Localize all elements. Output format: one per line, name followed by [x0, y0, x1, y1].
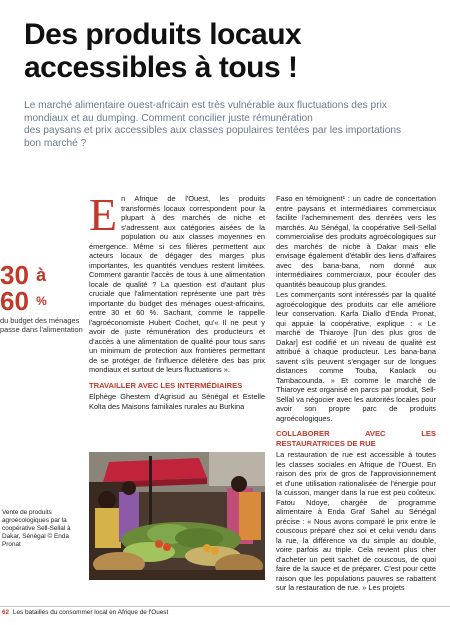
lede	[24, 100, 424, 150]
paragraph: n Afrique de l'Ouest, les produits transformés locaux correspondent pour la plupart à des marchés de niche et s'adressent aux catégories aisées de la population ou aux classes moyennes en émergence. Même si ces filières permettent aux acteurs locaux de dégager des marges plus importantes, les quantités vendues restent limitées. Comment garantir l'accès de tous à une alimentation locale de qualité ? La question est d'autant plus cruciale que l'alimentation représente une part très importante du budget des ménages ouest-africains, entre 30 et 60 %. Sachant, comme le rappelle l'agroéconomiste Hubert Cochet, qu'« Il ne peut y avoir de juste rémunération des producteurs et d'accès à une alimentation de qualité pour tous sans un minimum de protection aux frontières permettant de se protéger de l'influence délétère des bas prix mondiaux et surtout de leurs fluctuations ».	[89, 194, 265, 374]
footer-text: Les batailles du consommer local en Afrique de l'Ouest	[12, 609, 169, 616]
stat-number	[0, 262, 84, 314]
paragraph: Elphège Ghestem d'Agrisud au Sénégal et Estelle Kolta des Maisons familiales rurales au Burkina	[89, 392, 265, 411]
market-photo-illustration	[89, 452, 265, 580]
lede-line: Le marché alimentaire ouest-africain est très vulnérable aux fluctuations des prix	[24, 100, 387, 111]
lede-line: des paysans et prix accessibles aux classes populaires tentées par les importations	[24, 125, 402, 137]
photo-caption: Vente de produits agroécologiques par la coopérative Sell-Sellal à Dakar, Sénégal © Enda Pronat	[2, 509, 71, 548]
title-line-2: accessibles à tous !	[24, 51, 298, 84]
stat-high: 60	[0, 286, 29, 316]
page-footer	[0, 606, 450, 620]
lede-line: bon marché ?	[24, 137, 87, 149]
subheading: COLLABORER AVEC LES RESTAURATRICES DE RUE	[276, 429, 436, 448]
market-photo	[89, 452, 265, 580]
stat-connector: à	[36, 265, 47, 285]
article-column-1	[89, 189, 265, 412]
paragraph: Les commerçants sont intéressés par la qualité agroécologique des produits car elle améliore leur conservation. Karfa Diallo d'Enda Pronat, qui appuie la coopérative, explique : « Le marché de Thiaroye [l'un des plus gros de Dakar] est codifié et un niveau de qualité est attribué à chaque producteur. Les bana-bana savent s'ils peuvent s'engager sur de longues distances comme Touba, Kaolack ou Tambacounda. » Et comme le marché de Thiaroye est organisé en parcs par produit, Sell-Sellal va négocier avec les autorités locales pour avoir son propre parc de produits agroécologiques.	[276, 290, 436, 423]
page-number: 62	[2, 609, 10, 616]
drop-cap: E	[89, 189, 118, 240]
paragraph: La restauration de rue est accessible à toutes les classes sociales en Afrique de l'Ouest. En raison des prix de gros de l'approvisionnement et d'une utilisation rationalisée de l'énergie pour la cuisson, manger dans la rue est peu coûteux. Fatou Ndoye, chargée de programme alimentaire à Enda Graf Sahel au Sénégal précise : « Nous avons comparé le prix entre le couscous préparé chez soi et celui vendu dans la rue, la différence va du simple au double, voire parfois au triple. Cela revient plus cher d'acheter un petit sachet de couscous, de quoi faire de la sauce et de préparer. C'est pour cette raison que les populations pauvres se rabattent sur la restauration de rue. » Les projets	[276, 450, 436, 592]
stat-percent: %	[36, 294, 47, 308]
paragraph: Faso en témoignent¹ : un cadre de concertation entre paysans et intermédiaires commerciaux facilite l'acheminement des denrées vers les marchés. Au Sénégal, la coopérative Sell-Sellal commercialise des produits agroécologiques sur des marchés de niche à Dakar mais elle envisage également d'établir des liens d'affaires avec des bana-bana, nom donné aux intermédiaires commerciaux, pour écouler des quantités beaucoup plus grandes.	[276, 194, 436, 289]
article-column-2	[276, 194, 436, 594]
lede-line: mondiaux et au dumping. Comment concilier juste rémunération	[24, 112, 313, 124]
stat-callout	[0, 262, 84, 334]
stat-low: 30	[0, 260, 29, 290]
page-title	[24, 18, 434, 84]
stat-caption: du budget des ménages passe dans l'alimentation	[0, 316, 83, 334]
footer-rule	[0, 606, 450, 607]
subheading: TRAVAILLER AVEC LES INTERMÉDIAIRES	[89, 380, 243, 390]
title-line-1: Des produits locaux	[24, 18, 302, 51]
